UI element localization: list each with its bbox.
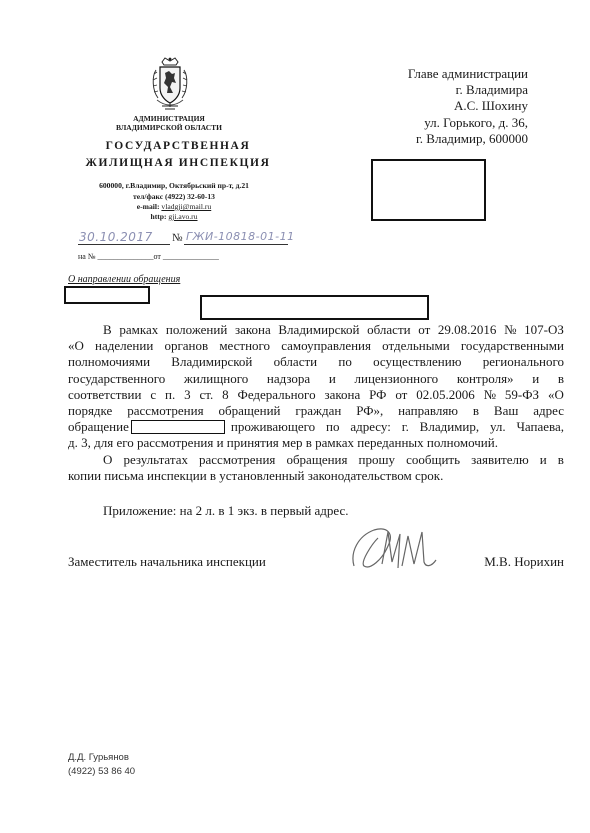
body-word: закона bbox=[234, 322, 271, 337]
body-word: с bbox=[150, 386, 157, 402]
addressee-block bbox=[330, 66, 528, 147]
body-line bbox=[68, 371, 564, 387]
body-word: области bbox=[367, 322, 411, 337]
handwritten-number: ГЖИ-10818-01-11 bbox=[186, 230, 295, 243]
body-word: сообщить bbox=[406, 451, 461, 467]
website-link[interactable]: gji.avo.ru bbox=[168, 212, 198, 221]
body-word: 29.08.2016 bbox=[437, 322, 497, 337]
body-word: по bbox=[326, 419, 340, 435]
letterhead-email bbox=[60, 202, 288, 212]
org-name-line1: АДМИНИСТРАЦИЯ bbox=[133, 114, 205, 123]
body-word: Владимир, bbox=[419, 419, 480, 435]
body-word: Владимирской bbox=[171, 354, 253, 370]
body-word: местного bbox=[219, 338, 271, 354]
coat-of-arms-emblem bbox=[148, 56, 192, 112]
email-label: e-mail: bbox=[136, 202, 162, 211]
executor-name: Д.Д. Гурьянов bbox=[68, 752, 129, 763]
body-word: 3 bbox=[184, 386, 191, 402]
body-word: ст. bbox=[199, 386, 214, 402]
body-word: надзора bbox=[266, 370, 311, 386]
body-line bbox=[68, 387, 564, 403]
body-word: в bbox=[557, 451, 564, 467]
body-word: 02.05.2006 bbox=[416, 386, 475, 402]
body-word: № bbox=[504, 322, 517, 337]
signatory-name: М.В. Норихин bbox=[484, 554, 564, 569]
body-line bbox=[68, 403, 564, 419]
reference-line: на № ______________от ______________ bbox=[78, 252, 219, 261]
body-word: положений bbox=[165, 322, 228, 337]
body-word: и bbox=[328, 370, 336, 386]
body-word: государственного bbox=[68, 370, 166, 386]
redacted-box bbox=[371, 159, 486, 221]
body-word: от bbox=[395, 386, 408, 402]
body-word: результатах bbox=[123, 451, 188, 467]
body-line bbox=[68, 354, 564, 370]
body-word: В bbox=[103, 322, 112, 337]
letterhead-website bbox=[60, 212, 288, 222]
handwritten-signature bbox=[348, 522, 438, 578]
handwritten-date: 30.10.2017 bbox=[79, 230, 153, 244]
body-word: порядке bbox=[68, 403, 113, 419]
number-underline bbox=[184, 244, 288, 245]
body-word: государственными bbox=[460, 338, 564, 354]
body-word: Ваш bbox=[493, 403, 519, 419]
body-line bbox=[68, 338, 564, 354]
inspection-name-line1: ГОСУДАРСТВЕННАЯ bbox=[105, 140, 251, 152]
body-word: п. bbox=[165, 386, 176, 402]
body-word: рассмотрения bbox=[127, 403, 204, 419]
inspection-name-line2: ЖИЛИЩНАЯ ИНСПЕКЦИЯ bbox=[85, 157, 271, 169]
body-word: проживающего bbox=[230, 419, 316, 435]
attachment-line: Приложение: на 2 л. в 1 экз. в первый адрес. bbox=[103, 503, 349, 518]
redacted-inline-box bbox=[131, 420, 225, 434]
addressee-line: Главе администрации bbox=[407, 66, 528, 81]
body-word: осуществлению bbox=[373, 354, 462, 370]
redacted-box bbox=[200, 295, 429, 320]
body-word: и bbox=[532, 370, 540, 386]
letter-body bbox=[68, 322, 564, 484]
body-word: жилищного bbox=[183, 370, 249, 386]
body-word: в bbox=[472, 403, 480, 419]
addressee-line: г. Владимира bbox=[455, 82, 528, 98]
body-word: ул. bbox=[489, 419, 506, 435]
org-name-line2: ВЛАДИМИРСКОЙ ОБЛАСТИ bbox=[116, 123, 222, 132]
body-word: Владимирской bbox=[278, 322, 360, 337]
body-word: от bbox=[418, 322, 431, 337]
body-line: копии письма инспекции в установленный законодательством срок. bbox=[68, 467, 444, 483]
body-line bbox=[68, 419, 564, 435]
executor-phone: (4922) 53 86 40 bbox=[68, 766, 136, 777]
body-word: рамках bbox=[119, 322, 159, 337]
body-word: контроля» bbox=[456, 370, 514, 386]
body-word: наделении bbox=[95, 338, 154, 354]
body-word: полномочиями bbox=[68, 354, 151, 370]
body-word: «О bbox=[547, 386, 564, 402]
website-label: http: bbox=[150, 212, 169, 221]
body-word: рассмотрения bbox=[199, 451, 276, 467]
body-word: обращений bbox=[218, 403, 281, 419]
body-line bbox=[68, 322, 564, 338]
body-word: РФ», bbox=[356, 403, 384, 419]
body-word: области bbox=[273, 354, 318, 370]
body-word: обращение bbox=[68, 419, 129, 435]
body-line-tail bbox=[231, 419, 564, 435]
body-word: в bbox=[557, 370, 564, 386]
body-word: «О bbox=[68, 338, 84, 354]
body-word: № bbox=[483, 386, 497, 402]
subject-line: О направлении обращения bbox=[68, 274, 181, 285]
body-word: самоуправления bbox=[281, 338, 371, 354]
addressee-line: А.С. Шохину bbox=[453, 98, 528, 114]
body-word: адрес bbox=[533, 403, 564, 419]
body-word: лицензионного bbox=[354, 370, 439, 386]
body-line: д. 3, для его рассмотрения и принятия мер в рамках переданных полномочий. bbox=[68, 435, 498, 451]
body-word: регионального bbox=[482, 354, 564, 370]
body-word: 107-ОЗ bbox=[524, 322, 564, 337]
body-word: прошу bbox=[358, 451, 396, 467]
body-word: О bbox=[103, 451, 113, 467]
body-word: и bbox=[539, 451, 547, 467]
body-word: 8 bbox=[222, 386, 229, 402]
letterhead-address: 600000, г.Владимир, Октябрьский пр-т, д.21 bbox=[99, 181, 249, 190]
email-link[interactable]: vladgji@mail.ru bbox=[161, 202, 212, 211]
number-sign: № bbox=[172, 232, 183, 244]
body-word: по bbox=[338, 354, 352, 370]
date-underline bbox=[78, 244, 170, 245]
body-word: органов bbox=[164, 338, 209, 354]
body-word: 59-ФЗ bbox=[504, 386, 540, 402]
body-word: Чапаева, bbox=[516, 419, 564, 435]
addressee-line: ул. Горького, д. 36, bbox=[424, 114, 528, 130]
body-word: Федерального bbox=[237, 386, 316, 402]
letterhead-phone: тел/факс (4922) 32-60-13 bbox=[133, 192, 215, 201]
body-word: обращения bbox=[286, 451, 348, 467]
body-word: заявителю bbox=[471, 451, 529, 467]
signatory-position: Заместитель начальника инспекции bbox=[68, 554, 266, 569]
redacted-box bbox=[64, 286, 150, 304]
addressee-line: г. Владимир, 600000 bbox=[415, 130, 528, 146]
body-word: г. bbox=[401, 419, 409, 435]
body-line bbox=[68, 452, 564, 468]
body-word: адресу: bbox=[350, 419, 391, 435]
body-word: закона bbox=[324, 386, 361, 402]
body-word: соответствии bbox=[68, 386, 142, 402]
body-word: направляю bbox=[398, 403, 459, 419]
body-word: РФ bbox=[369, 386, 387, 402]
body-word: отдельными bbox=[382, 338, 450, 354]
body-word: граждан bbox=[295, 403, 342, 419]
